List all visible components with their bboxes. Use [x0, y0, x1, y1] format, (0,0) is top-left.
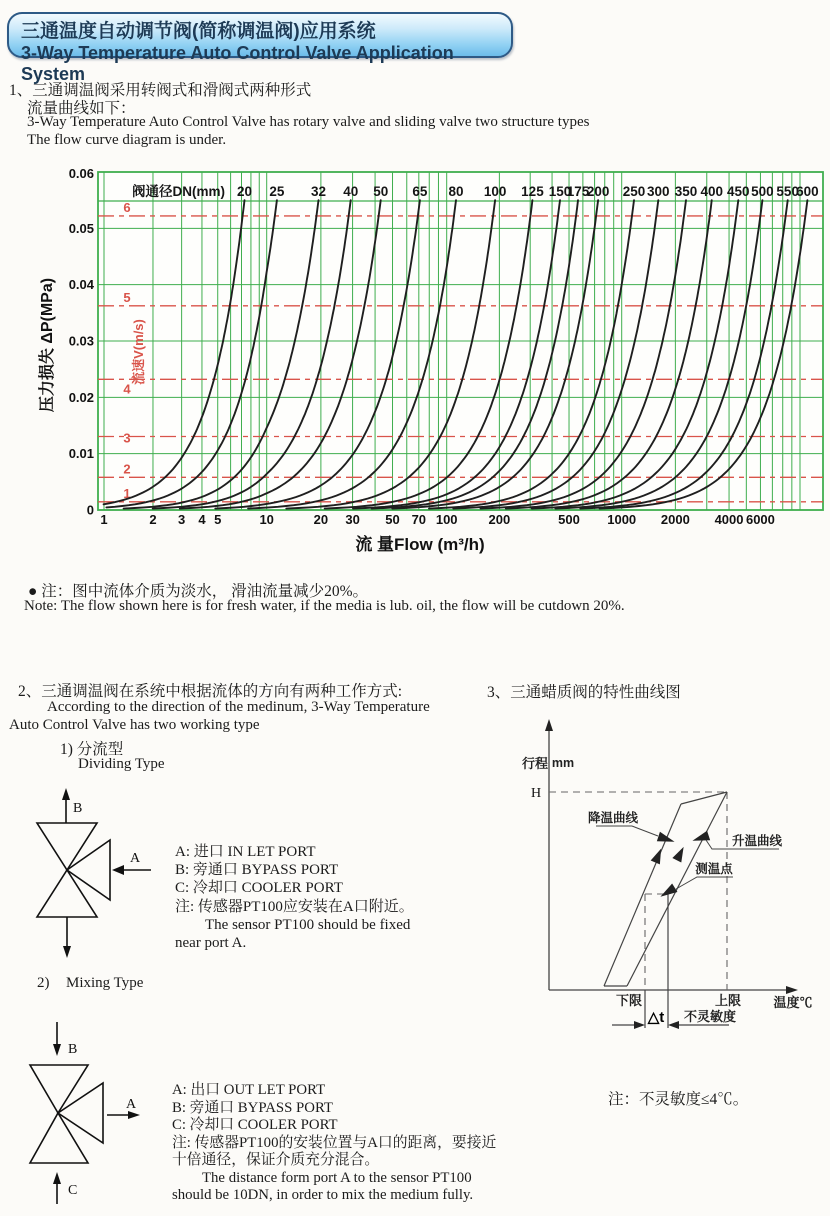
velocity-line-label: 6	[123, 199, 131, 215]
dn-label: 175	[566, 184, 590, 199]
mixing-port-text	[172, 1082, 496, 1205]
dividing-type-label-en: Dividing Type	[78, 756, 165, 772]
sense-leader-line	[676, 877, 733, 889]
dn-label: 350	[674, 184, 698, 199]
dividing-port-b: B: 旁通口 BYPASS PORT	[175, 862, 339, 879]
mixing-type-number: 2)	[37, 975, 50, 991]
page-title-cn: 三通温度自动调节阀(简称调温阀)应用系统	[21, 21, 376, 42]
dn-label: 550	[776, 184, 799, 199]
x-tick-label: 1	[100, 512, 108, 527]
x-tick-label: 4	[198, 512, 206, 527]
lower-limit-label: 下限	[615, 993, 643, 1008]
port-b-label: B	[68, 1042, 78, 1057]
y-axis-title: 压力损失 ΔP(MPa)	[39, 277, 56, 413]
x-tick-label: 2	[149, 512, 157, 527]
velocity-line-label: 1	[123, 485, 131, 501]
insensitivity-label: 不灵敏度	[683, 1009, 737, 1024]
dividing-port-a: A: 进口 IN LET PORT	[175, 844, 316, 860]
mixing-port-b: B: 旁通口 BYPASS PORT	[172, 1099, 333, 1116]
dn-label: 80	[448, 184, 464, 199]
velocity-line-label: 4	[123, 381, 131, 397]
dn-label: 20	[236, 184, 252, 199]
valve-right-triangle	[67, 840, 110, 900]
heating-direction-arrow	[672, 845, 688, 863]
y-tick-label: 0.02	[68, 389, 94, 405]
section1-line1: 1、三通调温阀采用转阀式和滑阀式两种形式	[9, 82, 312, 99]
cooling-leader-arrow	[657, 832, 676, 847]
mixing-note-cn2: 十倍通径，保证介质充分混合。	[172, 1152, 380, 1168]
cooler-arrow-head	[53, 1172, 61, 1184]
y-tick-label: 0.06	[68, 166, 94, 181]
valve-bottom-triangle	[37, 870, 97, 917]
cooler-arrow-head	[63, 946, 71, 958]
mixing-port-a: A: 出口 OUT LET PORT	[172, 1082, 326, 1098]
dividing-port-c: C: 冷却口 COOLER PORT	[175, 880, 343, 897]
characteristic-curve-diagram	[480, 715, 830, 1035]
dn-label: 600	[796, 184, 819, 199]
dt-arrow-right-head	[668, 1021, 679, 1029]
port-b-label: B	[73, 801, 83, 816]
temperature-axis-label: 温度℃	[773, 995, 813, 1010]
x-axis-arrow	[786, 986, 798, 994]
outlet-arrow-head	[128, 1111, 140, 1119]
x-tick-label: 50	[385, 512, 400, 527]
dn-label: 125	[521, 184, 544, 199]
x-tick-label: 6000	[745, 512, 775, 527]
dividing-type-label-cn: 1) 分流型	[60, 741, 124, 758]
dn-label: 150	[548, 184, 572, 199]
dn-label: 32	[310, 184, 327, 199]
velocity-line-label: 3	[123, 430, 131, 446]
dividing-note-en2: near port A.	[175, 935, 247, 952]
x-tick-label: 30	[345, 512, 360, 527]
y-tick-label: 0	[86, 502, 94, 518]
chart-note-cn: ● 注：图中流体介质为淡水， 滑油流量减少20%。	[28, 583, 369, 600]
section1-line4: The flow curve diagram is under.	[27, 132, 227, 148]
x-axis-title: 流 量Flow (m³/h)	[355, 535, 485, 554]
dividing-valve-diagram	[15, 782, 165, 967]
dn-label: 40	[343, 184, 359, 199]
x-tick-label: 200	[488, 512, 511, 527]
x-tick-label: 100	[435, 512, 458, 527]
cooling-curve-label: 降温曲线	[587, 811, 639, 825]
dn-label: 50	[373, 184, 389, 199]
valve-bottom-triangle	[30, 1113, 88, 1163]
upper-limit-label: 上限	[714, 993, 742, 1008]
velocity-line-label: 5	[123, 289, 131, 305]
section1-line2: 流量曲线如下：	[27, 100, 136, 117]
sense-point-label: 测温点	[695, 862, 733, 876]
x-tick-label: 10	[259, 512, 274, 527]
x-tick-label: 3	[178, 512, 186, 527]
dn-label: 450	[727, 184, 750, 199]
mixing-valve-diagram	[15, 1018, 165, 1212]
dn-label: 65	[412, 184, 428, 199]
dn-label: 400	[700, 184, 724, 199]
x-tick-label: 500	[558, 512, 580, 527]
valve-top-triangle	[30, 1065, 88, 1113]
dn-label: 100	[483, 184, 507, 199]
y-tick-label: 0.05	[68, 220, 94, 236]
section3-heading: 3、三通蜡质阀的特性曲线图	[487, 684, 681, 701]
heating-curve-label: 升温曲线	[731, 834, 783, 848]
dn-label: 300	[647, 184, 670, 199]
dividing-note-en1: The sensor PT100 should be fixed	[205, 916, 411, 933]
dn-label: 500	[751, 184, 774, 199]
port-a-label: A	[126, 1097, 137, 1112]
velocity-line-label: 2	[123, 461, 131, 477]
chart-note-en: Note: The flow shown here is for fresh water, if the media is lub. oil, the flow will be cutdown 20%.	[24, 598, 625, 614]
flow-curve-chart	[0, 160, 830, 565]
cooling-curve-line	[604, 804, 681, 986]
title-banner	[7, 12, 513, 84]
x-tick-label: 70	[411, 512, 427, 527]
mixing-note-en2: should be 10DN, in order to mix the medium fully.	[172, 1187, 474, 1203]
h-mark: H	[530, 786, 542, 801]
dividing-port-text	[175, 843, 414, 952]
mixing-port-c: C: 冷却口 COOLER PORT	[172, 1117, 338, 1133]
section2-line3: Auto Control Valve has two working type	[9, 717, 260, 733]
section2-line1: 2、三通调温阀在系统中根据流体的方向有两种工作方式:	[18, 683, 403, 700]
x-tick-label: 20	[313, 512, 329, 527]
velocity-axis-label: 流速V(m/s)	[131, 319, 146, 385]
mixing-note-cn1: 注: 传感器PT100的安装位置与A口的距离，要接近	[172, 1134, 497, 1151]
cooling-direction-arrow	[651, 847, 666, 865]
port-a-label: A	[130, 851, 141, 866]
delta-t-label: △t	[647, 1009, 665, 1026]
x-tick-label: 5	[214, 512, 222, 527]
y-tick-label: 0.03	[68, 333, 94, 349]
mixing-type-label: Mixing Type	[66, 975, 144, 991]
y-axis-arrow	[545, 719, 553, 731]
mixing-note-en1: The distance form port A to the sensor PT100	[202, 1169, 472, 1186]
x-tick-label: 1000	[607, 512, 637, 527]
dn-label: 25	[269, 184, 285, 199]
bypass-arrow-head	[53, 1044, 61, 1056]
y-tick-label: 0.01	[68, 446, 94, 462]
x-tick-label: 2000	[660, 512, 690, 527]
page-title-en: 3-Way Temperature Auto Control Valve Application System	[21, 43, 454, 84]
inlet-arrow-head	[112, 865, 124, 875]
section2-line2: According to the direction of the medinum, 3-Way Temperature	[47, 699, 430, 715]
insensitivity-note: 注：不灵敏度≤4℃。	[608, 1091, 749, 1108]
dn-label: 200	[586, 184, 610, 199]
travel-unit-label: mm	[551, 756, 575, 770]
band-top	[681, 792, 727, 804]
dt-arrow-left-head	[634, 1021, 645, 1029]
bypass-arrow-head	[62, 788, 70, 800]
cooling-leader-line	[632, 826, 658, 836]
dn-label: 250	[622, 184, 646, 199]
dn-header-label: 阀通径DN(mm)	[132, 184, 225, 199]
y-tick-label: 0.04	[68, 277, 94, 293]
travel-axis-label: 行程	[521, 756, 549, 771]
port-c-label: C	[68, 1183, 78, 1198]
valve-right-triangle	[58, 1083, 103, 1143]
section1-line3: 3-Way Temperature Auto Control Valve has rotary valve and sliding valve two structure types	[27, 114, 590, 130]
valve-top-triangle	[37, 823, 97, 870]
dividing-note-cn: 注: 传感器PT100应安装在A口附近。	[175, 898, 414, 915]
x-tick-label: 4000	[714, 512, 744, 527]
